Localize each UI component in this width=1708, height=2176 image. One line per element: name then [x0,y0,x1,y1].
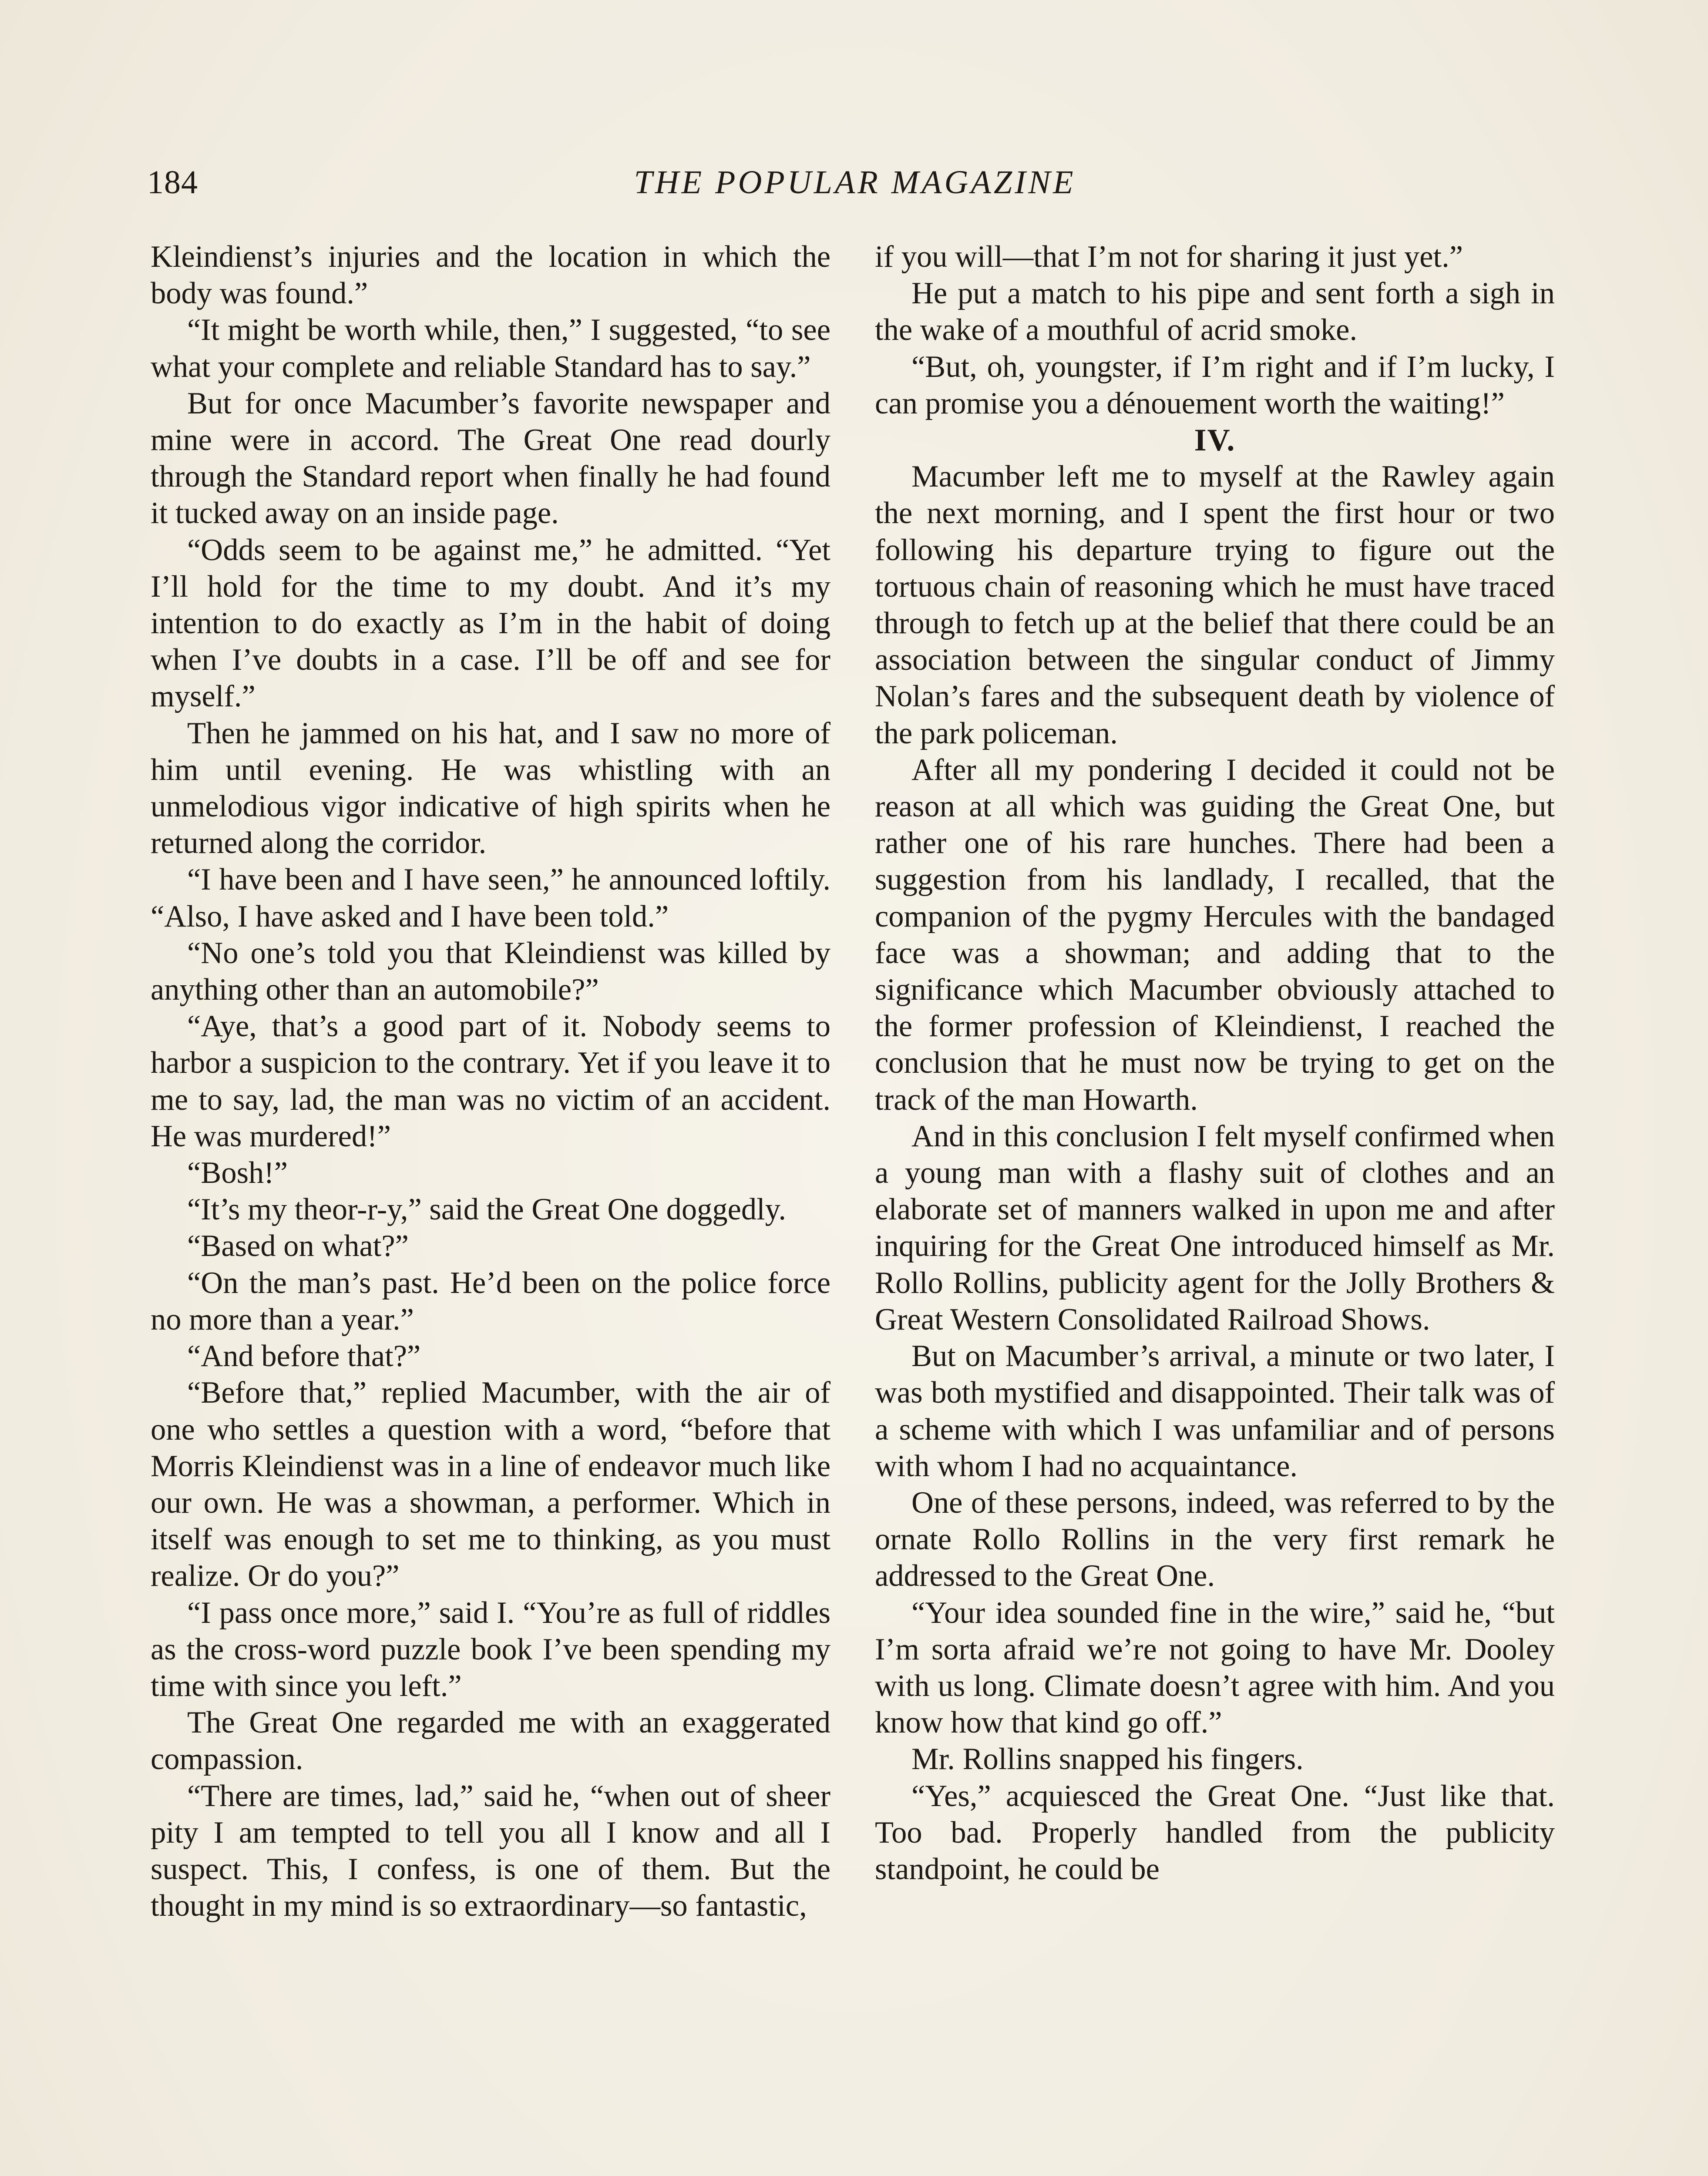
paragraph: if you will—that I’m not for sharing it just yet.” [875,240,1463,274]
paragraph: But for once Macumber’s favorite newspaper and mine were in accord. The Great One read dourly through the Standard report when finally he had found it tucked away on an inside page. [151,386,830,531]
paragraph: “Aye, that’s a good part of it. Nobody seems to harbor a suspicion to the contrary. Yet if you leave it to me to say, lad, the man was no victim of an accident. He was murdered!” [151,1009,830,1153]
paragraph: Mr. Rollins snapped his fingers. [911,1742,1304,1776]
left-column [151,238,830,1924]
paragraph: “On the man’s past. He’d been on the police force no more than a year.” [151,1266,830,1336]
paragraph: “I pass once more,” said I. “You’re as full of riddles as the cross-word puzzle book I’ve been spending my time with since you left.” [151,1595,830,1703]
paragraph: Macumber left me to myself at the Rawley again the next morning, and I spent the first hour or two following his departure trying to figure out the tortuous chain of reasoning which he must have traced through to fetch up at the belief that there could be an association between the singular conduct of Jimmy Nolan’s fares and the subsequent death by violence of the park policeman. [875,460,1555,750]
right-column [875,238,1555,1887]
page-header [147,164,1563,212]
paragraph: “Before that,” replied Macumber, with the air of one who settles a question with a word, “before that Morris Kleindienst was in a line of endeavor much like our own. He was a showman, a performer. Which in itself was enough to set me to thinking, as you must realize. Or do you?” [151,1376,830,1593]
paragraph: “It might be worth while, then,” I suggested, “to see what your complete and reliable Standard has to say.” [151,313,830,384]
paragraph: “Based on what?” [187,1229,409,1263]
running-title: THE POPULAR MAGAZINE [634,164,1076,201]
section-heading: IV. [1194,423,1236,458]
paragraph: He put a match to his pipe and sent forth a sigh in the wake of a mouthful of acrid smoke. [875,276,1555,347]
paragraph: “Yes,” acquiesced the Great One. “Just like that. Too bad. Properly handled from the publicity standpoint, he could be [875,1779,1555,1886]
paragraph: But on Macumber’s arrival, a minute or two later, I was both mystified and disappointed. Their talk was of a scheme with which I was unfamiliar and of persons with whom I had no acquaintance. [875,1339,1555,1483]
paragraph: “Odds seem to be against me,” he admitted. “Yet I’ll hold for the time to my doubt. And it’s my intention to do exactly as I’m in the habit of doing when I’ve doubts in a case. I’ll be off and see for myself.” [151,533,830,714]
paragraph: “There are times, lad,” said he, “when out of sheer pity I am tempted to tell you all I know and all I suspect. This, I confess, is one of them. But the thought in my mind is so extraordinary—so fantastic, [151,1779,830,1923]
paragraph: Then he jammed on his hat, and I saw no more of him until evening. He was whistling with an unmelodious vigor indicative of high spirits when he returned along the corridor. [151,716,830,860]
paragraph: “I have been and I have seen,” he announced loftily. “Also, I have asked and I have been told.” [151,863,830,934]
paragraph: And in this conclusion I felt myself confirmed when a young man with a flashy suit of clothes and an elaborate set of manners walked in upon me and after inquiring for the Great One introduced himself as Mr. Rollo Rollins, publicity agent for the Jolly Brothers & Great Western Consolidated Railroad Shows. [875,1119,1555,1336]
paragraph: “But, oh, youngster, if I’m right and if I’m lucky, I can promise you a dénouement worth the waiting!” [875,349,1555,420]
paragraph: “And before that?” [187,1339,421,1373]
paragraph: “No one’s told you that Kleindienst was killed by anything other than an automobile?” [151,936,830,1007]
page-number: 184 [147,164,198,201]
paragraph: “Bosh!” [187,1156,288,1190]
paragraph: One of these persons, indeed, was referred to by the ornate Rollo Rollins in the very first remark he addressed to the Great One. [875,1485,1555,1593]
paragraph: After all my pondering I decided it could not be reason at all which was guiding the Great One, but rather one of his rare hunches. There had been a suggestion from his landlady, I recalled, that the companion of the pygmy Hercules with the bandaged face was a showman; and adding that to the significance which Macumber obviously attached to the former profession of Kleindienst, I reached the conclusion that he must now be trying to get on the track of the man Howarth. [875,752,1555,1117]
paragraph: The Great One regarded me with an exaggerated compassion. [151,1706,830,1776]
paragraph: “It’s my theor-r-y,” said the Great One doggedly. [187,1192,787,1227]
paragraph: Kleindienst’s injuries and the location in which the body was found.” [151,240,830,311]
paragraph: “Your idea sounded fine in the wire,” said he, “but I’m sorta afraid we’re not going to have Mr. Dooley with us long. Climate doesn’t agree with him. And you know how that kind go off.” [875,1595,1555,1740]
